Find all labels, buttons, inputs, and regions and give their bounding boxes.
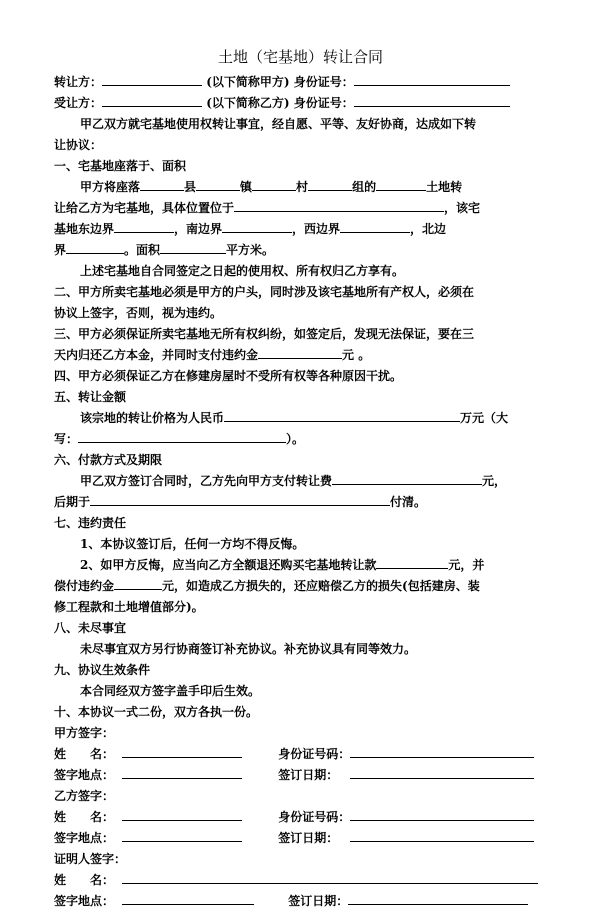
party-a-id-field[interactable] xyxy=(350,745,534,758)
south-boundary-field[interactable] xyxy=(222,220,292,233)
s1-village: 村 xyxy=(296,180,309,194)
section-2-line-1: 二、甲方所卖宅基地必须是甲方的户头，同时涉及该宅基地所有产权人，必须在 xyxy=(54,285,475,299)
north-boundary-field[interactable] xyxy=(66,241,124,254)
section-5-line-1 xyxy=(54,408,547,429)
party-a-name-label: 姓 名： xyxy=(54,747,115,761)
transferor-label: 转让方： xyxy=(54,75,103,89)
south-boundary-label: ，南边界 xyxy=(174,222,223,236)
transferor-line xyxy=(54,72,547,93)
s5-price-text: 该宗地的转让价格为人民币 xyxy=(80,411,225,425)
intro-line-2: 让协议： xyxy=(54,138,103,152)
later-payment-field[interactable] xyxy=(90,493,390,506)
section-1-line-b xyxy=(54,198,547,219)
party-a-place-label: 签字地点： xyxy=(54,768,115,782)
transferee-id-label: 身份证号： xyxy=(293,96,354,110)
s5-uppercase-label: 写： xyxy=(54,432,79,446)
s7-refund-unit: 元，并 xyxy=(448,558,485,572)
section-3-line-2 xyxy=(54,345,547,366)
party-b-name-line xyxy=(54,807,547,828)
witness-name-field[interactable] xyxy=(122,871,538,884)
section-4: 四、甲方必须保证乙方在修建房屋时不受所有权等各种原因干扰。 xyxy=(54,369,403,383)
s6-later-label: 后期于 xyxy=(54,495,91,509)
party-a-id-label: 身份证号码： xyxy=(278,747,351,761)
land-field[interactable] xyxy=(376,178,426,191)
refund-amount-field[interactable] xyxy=(376,556,448,569)
section-6-line-1 xyxy=(54,471,547,492)
section-1-line-a xyxy=(54,177,547,198)
s7-refund-text: 2、如甲方反悔，应当向乙方全额退还购买宅基地转让款 xyxy=(80,558,377,572)
s6-later-end: 付清。 xyxy=(390,495,427,509)
s5-price-unit: 万元（大 xyxy=(460,411,509,425)
transferee-label: 受让方： xyxy=(54,96,103,110)
witness-place-line xyxy=(54,891,547,912)
section-5-heading: 五、转让金额 xyxy=(54,390,127,404)
party-b-place-field[interactable] xyxy=(122,829,242,842)
s6-payment-text: 甲乙双方签订合同时，乙方先向甲方支付转让费 xyxy=(80,474,333,488)
area-field[interactable] xyxy=(160,241,226,254)
section-6-heading: 六、付款方式及期限 xyxy=(54,453,163,467)
s5-uppercase-end: ）。 xyxy=(286,432,305,446)
first-payment-field[interactable] xyxy=(332,472,482,485)
price-uppercase-field[interactable] xyxy=(78,430,286,443)
section-7-line-3 xyxy=(54,576,547,597)
section-1-heading: 一、宅基地座落于、面积 xyxy=(54,159,187,173)
party-a-name-line xyxy=(54,744,547,765)
party-b-id-field[interactable] xyxy=(350,808,534,821)
s7-penalty-field[interactable] xyxy=(114,577,162,590)
witness-date-label: 签订日期： xyxy=(288,894,349,908)
party-b-name-field[interactable] xyxy=(122,808,242,821)
document-title: 土地（宅基地）转让合同 xyxy=(217,48,383,66)
section-6-line-2 xyxy=(54,492,547,513)
witness-sign-label: 证明人签字： xyxy=(54,852,127,866)
party-b-place-line xyxy=(54,828,547,849)
s1-location-text: 让给乙方为宅基地，具体位置位于 xyxy=(54,201,235,215)
section-8-text: 未尽事宜双方另行协商签订补充协议。补充协议具有同等效力。 xyxy=(80,642,417,656)
s1-county: 县 xyxy=(184,180,197,194)
party-b-date-field[interactable] xyxy=(350,829,534,842)
price-field[interactable] xyxy=(224,409,460,422)
section-9-text: 本合同经双方签字盖手印后生效。 xyxy=(80,684,261,698)
transferee-id-field[interactable] xyxy=(354,94,510,107)
village-field[interactable] xyxy=(252,178,296,191)
transferor-id-field[interactable] xyxy=(354,73,510,86)
s1-location-end: ，该宅 xyxy=(444,201,481,215)
party-a-name-field[interactable] xyxy=(122,745,242,758)
witness-name-label: 姓 名： xyxy=(54,873,115,887)
group-field[interactable] xyxy=(308,178,352,191)
town-field[interactable] xyxy=(196,178,240,191)
party-a-place-line xyxy=(54,765,547,786)
north-boundary-end: 界 xyxy=(54,243,67,257)
party-b-id-label: 身份证号码： xyxy=(278,810,351,824)
transferee-name-field[interactable] xyxy=(102,94,202,107)
intro-line-1: 甲乙双方就宅基地使用权转让事宜，经自愿、平等、友好协商，达成如下转 xyxy=(80,117,477,131)
party-b-place-label: 签字地点： xyxy=(54,831,115,845)
s1-group: 组的 xyxy=(352,180,377,194)
section-8-heading: 八、未尽事宜 xyxy=(54,621,127,635)
party-b-name-label: 姓 名： xyxy=(54,810,115,824)
transferor-id-label: 身份证号： xyxy=(293,75,354,89)
location-field[interactable] xyxy=(234,199,444,212)
s1-land: 土地转 xyxy=(426,180,463,194)
s3-penalty-unit: 元 。 xyxy=(342,348,371,362)
county-field[interactable] xyxy=(140,178,184,191)
section-3-line-1: 三、甲方必须保证所卖宅基地无所有权纠纷，如签定后，发现无法保证，要在三 xyxy=(54,327,475,341)
party-b-date-label: 签订日期： xyxy=(278,831,339,845)
section-7-line-4: 修工程款和土地增值部分)。 xyxy=(54,600,204,614)
west-boundary-field[interactable] xyxy=(340,220,410,233)
section-1-line-e: 上述宅基地自合同签定之日起的使用权、所有权归乙方享有。 xyxy=(80,264,405,278)
transferee-line xyxy=(54,93,547,114)
s6-payment-unit: 元， xyxy=(482,474,507,488)
s1-text: 甲方将座落 xyxy=(80,180,141,194)
transferee-alias: (以下简称乙方) xyxy=(206,96,290,110)
s7-penalty-label: 偿付违约金 xyxy=(54,579,115,593)
party-a-place-field[interactable] xyxy=(122,766,242,779)
s7-damages-text: 元，如造成乙方损失的，还应赔偿乙方的损失(包括建房、装 xyxy=(162,579,480,593)
s3-penalty-text: 天内归还乙方本金，并同时支付违约金 xyxy=(54,348,259,362)
north-boundary-label: ，北边 xyxy=(410,222,447,236)
section-1-line-c xyxy=(54,219,547,240)
party-a-date-field[interactable] xyxy=(350,766,534,779)
s1-town: 镇 xyxy=(240,180,253,194)
section-5-line-2 xyxy=(54,429,547,450)
witness-date-field[interactable] xyxy=(348,892,528,905)
section-1-line-d xyxy=(54,240,547,261)
party-a-date-label: 签订日期： xyxy=(278,768,339,782)
section-7-heading: 七、违约责任 xyxy=(54,516,127,530)
west-boundary-label: ，西边界 xyxy=(292,222,341,236)
section-2-line-2: 协议上签字，否则，视为违约。 xyxy=(54,306,223,320)
section-10: 十、本协议一式二份，双方各执一份。 xyxy=(54,705,259,719)
section-7-item-2 xyxy=(54,555,547,576)
witness-place-label: 签字地点： xyxy=(54,894,115,908)
east-boundary-field[interactable] xyxy=(114,220,174,233)
party-a-sign-label: 甲方签字： xyxy=(54,726,115,740)
section-9-heading: 九、协议生效条件 xyxy=(54,663,151,677)
witness-name-line xyxy=(54,870,547,891)
east-boundary-label: 基地东边界 xyxy=(54,222,115,236)
transferor-alias: (以下简称甲方) xyxy=(206,75,290,89)
section-7-item-1: 1、本协议签订后，任何一方均不得反悔。 xyxy=(80,537,305,551)
area-label: 。面积 xyxy=(124,243,161,257)
witness-place-field[interactable] xyxy=(122,892,254,905)
party-b-sign-label: 乙方签字： xyxy=(54,789,115,803)
penalty-amount-field[interactable] xyxy=(258,346,342,359)
area-unit: 平方米。 xyxy=(226,243,275,257)
transferor-name-field[interactable] xyxy=(102,73,202,86)
